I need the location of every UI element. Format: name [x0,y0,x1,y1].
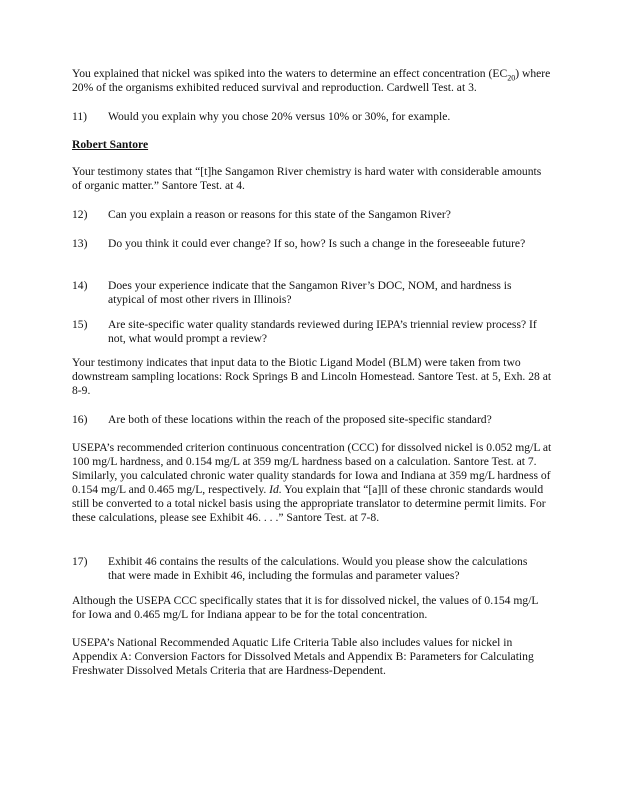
id-citation: Id. [269,483,282,496]
question-number: 15) [72,318,88,331]
question-text: Are site-specific water quality standards reviewed during IEPA’s triennial review process? If not, what would prompt a review? [108,318,537,345]
question-number: 11) [72,110,88,123]
question-text: Would you explain why you chose 20% versus 10% or 30%, for example. [108,110,451,123]
question-number: 13) [72,237,88,250]
section-heading: Robert Santore [72,138,149,151]
intro-text-start: You explained that nickel was spiked into the waters to determine an effect concentration (EC [72,67,508,80]
question-number: 14) [72,279,88,292]
intro-paragraph [72,67,552,95]
although-paragraph: Although the USEPA CCC specifically states that it is for dissolved nickel, the values of 0.154 mg/L for Iowa and 0.465 mg/L for Indiana appear to be for the total concentration. [72,594,539,621]
question-text: Does your experience indicate that the Sangamon River’s DOC, NOM, and hardness is atypical of most other rivers in Illinois? [108,279,512,306]
question-number: 17) [72,555,88,568]
santore-intro-paragraph: Your testimony states that “[t]he Sangamon River chemistry is hard water with considerable amounts of organic matter.” Santore Test. at 4. [72,165,542,192]
question-text: Are both of these locations within the reach of the proposed site-specific standard? [108,413,492,426]
question-number: 16) [72,413,88,426]
question-text: Exhibit 46 contains the results of the calculations. Would you please show the calculations that were made in Exhibit 46, including the formulas and parameter values? [108,555,528,582]
question-number: 12) [72,208,88,221]
ec-subscript: 20 [507,73,516,83]
ccc-text-end: You explain that “[a]ll of these chronic standards would still be converted to a total nickel basis using the appropriate translator to determine permit limits. For these calculations, please see Exhibit 46. . . .” Santore Test. at 7-8. [72,483,546,524]
question-text: Can you explain a reason or reasons for this state of the Sangamon River? [108,208,451,221]
blm-paragraph: Your testimony indicates that input data to the Biotic Ligand Model (BLM) were taken from two downstream sampling locations: Rock Springs B and Lincoln Homestead. Santore Test. at 5, Exh. 28 at 8-9. [72,356,552,397]
intro-text-end: ) where 20% of the organisms exhibited reduced survival and reproduction. Cardwell Test. at 3. [72,67,551,94]
ccc-text-start: USEPA’s recommended criterion continuous concentration (CCC) for dissolved nickel is 0.052 mg/L at 100 mg/L hardness, and 0.154 mg/L at 359 mg/L hardness based on a calculation. Santore Test. at 7. Similarly, you calculated chronic water quality standards for Iowa and Indiana at 359 mg/L hardness of 0.154 mg/L and 0.465 mg/L, respectively. [72,441,552,496]
question-text: Do you think it could ever change? If so, how? Is such a change in the foreseeable future? [108,237,526,250]
ccc-paragraph [72,441,552,525]
national-criteria-paragraph: USEPA’s National Recommended Aquatic Life Criteria Table also includes values for nickel in Appendix A: Conversion Factors for Dissolved Metals and Appendix B: Parameters for Calculating Freshwater Dissolved Metals Criteria that are Hardness-Dependent. [72,636,534,677]
